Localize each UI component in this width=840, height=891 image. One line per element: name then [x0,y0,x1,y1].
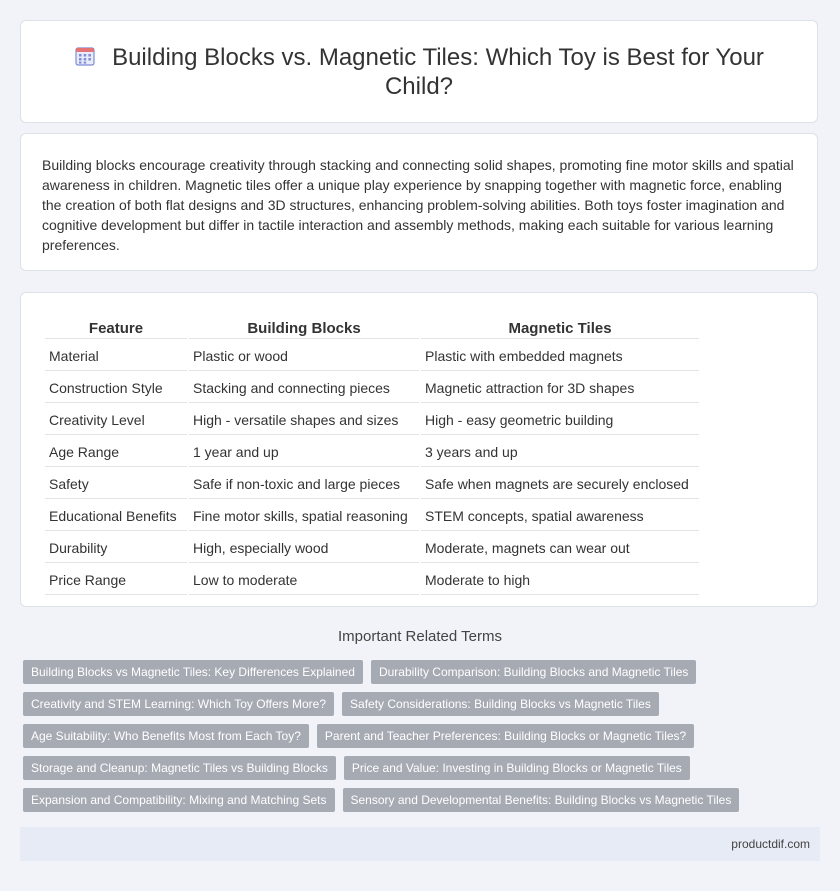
table-cell: Educational Benefits [45,501,187,531]
table-cell: High - versatile shapes and sizes [189,405,419,435]
table-cell: Safe when magnets are securely enclosed [421,469,699,499]
table-cell: Age Range [45,437,187,467]
related-term-tag[interactable]: Price and Value: Investing in Building Blocks or Magnetic Tiles [344,756,690,780]
table-row [45,469,699,499]
table-header-row [45,317,699,339]
comparison-table [43,315,701,597]
table-cell: Magnetic attraction for 3D shapes [421,373,699,403]
table-cell: STEM concepts, spatial awareness [421,501,699,531]
footer-site-link[interactable]: productdif.com [731,837,810,851]
table-cell: 1 year and up [189,437,419,467]
page-title-text: Building Blocks vs. Magnetic Tiles: Which Toy is Best for Your Child? [112,44,764,100]
page-title [61,43,777,101]
tag-row [23,692,813,716]
column-header-building-blocks: Building Blocks [189,317,419,339]
header-card [20,20,818,123]
table-cell: Moderate, magnets can wear out [421,533,699,563]
table-cell: Creativity Level [45,405,187,435]
table-row [45,437,699,467]
tag-row [23,788,813,812]
related-terms-title: Important Related Terms [338,628,502,645]
table-cell: Construction Style [45,373,187,403]
table-cell: Moderate to high [421,565,699,595]
intro-text: Building blocks encourage creativity through stacking and connecting solid shapes, promoting fine motor skills and spatial awareness in children. Magnetic tiles offer a unique play experience by snapping together with magnetic force, enabling the creation of both flat designs and 3D structures, enhancing problem-solving abilities. Both toys foster imagination and cognitive development but differ in tactile interaction and assembly methods, making each suitable for various learning preferences. [42,157,794,253]
table-cell: 3 years and up [421,437,699,467]
related-term-tag[interactable]: Creativity and STEM Learning: Which Toy Offers More? [23,692,334,716]
related-term-tag[interactable]: Building Blocks vs Magnetic Tiles: Key Differences Explained [23,660,363,684]
related-term-tag[interactable]: Expansion and Compatibility: Mixing and Matching Sets [23,788,335,812]
related-term-tag[interactable]: Storage and Cleanup: Magnetic Tiles vs Building Blocks [23,756,336,780]
related-term-tag[interactable]: Safety Considerations: Building Blocks vs Magnetic Tiles [342,692,659,716]
table-cell: Price Range [45,565,187,595]
calendar-icon [74,45,96,67]
table-cell: Material [45,341,187,371]
related-term-tag[interactable]: Sensory and Developmental Benefits: Building Blocks vs Magnetic Tiles [343,788,740,812]
table-row [45,341,699,371]
intro-card [20,133,818,271]
tag-row [23,756,813,780]
table-cell: High - easy geometric building [421,405,699,435]
table-row [45,501,699,531]
table-row [45,565,699,595]
comparison-card [20,292,818,607]
column-header-feature: Feature [45,317,187,339]
related-term-tag[interactable]: Durability Comparison: Building Blocks and Magnetic Tiles [371,660,696,684]
tag-row [23,724,813,748]
table-cell: High, especially wood [189,533,419,563]
column-header-magnetic-tiles: Magnetic Tiles [421,317,699,339]
related-terms-list [23,660,813,820]
footer [20,827,820,861]
table-cell: Stacking and connecting pieces [189,373,419,403]
table-cell: Safety [45,469,187,499]
table-cell: Low to moderate [189,565,419,595]
table-cell: Safe if non-toxic and large pieces [189,469,419,499]
table-cell: Fine motor skills, spatial reasoning [189,501,419,531]
tag-row [23,660,813,684]
table-row [45,405,699,435]
related-term-tag[interactable]: Age Suitability: Who Benefits Most from Each Toy? [23,724,309,748]
related-term-tag[interactable]: Parent and Teacher Preferences: Building Blocks or Magnetic Tiles? [317,724,694,748]
table-cell: Plastic with embedded magnets [421,341,699,371]
table-cell: Durability [45,533,187,563]
table-row [45,533,699,563]
table-row [45,373,699,403]
table-cell: Plastic or wood [189,341,419,371]
